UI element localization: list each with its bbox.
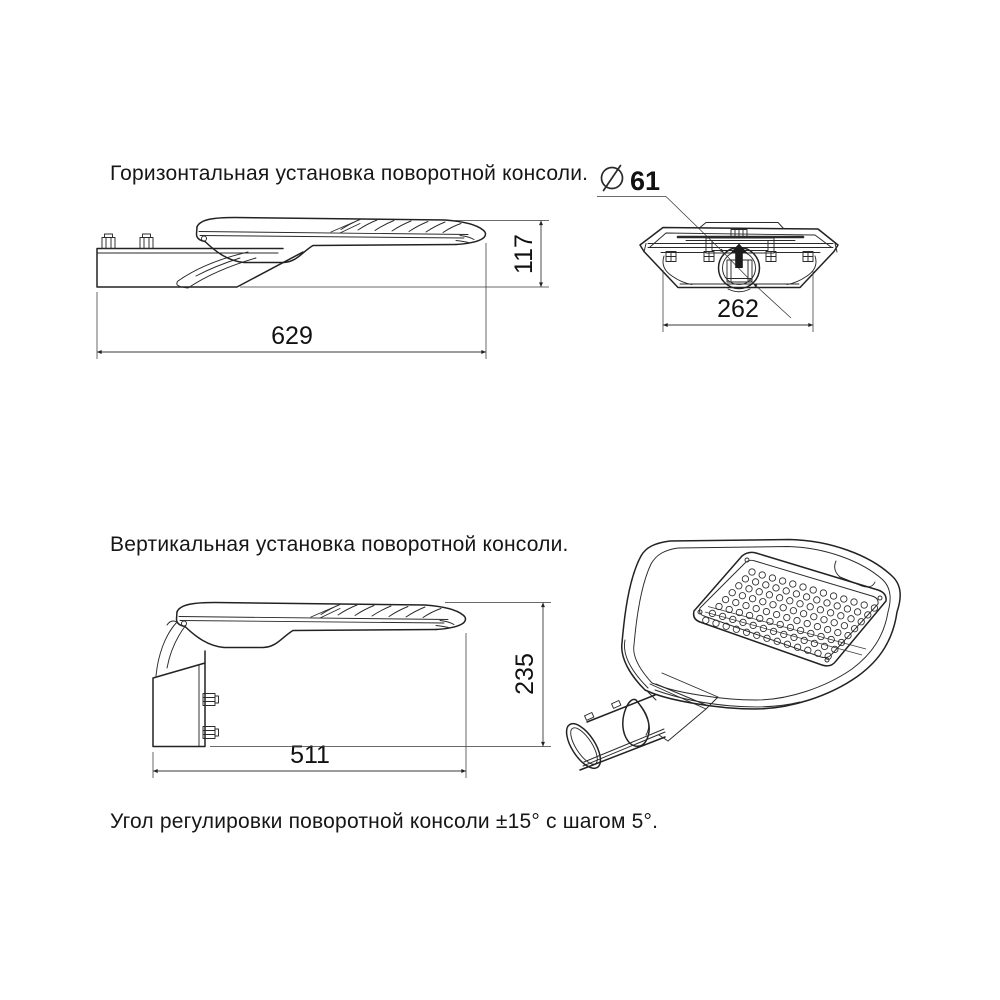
front-view-drawing (593, 148, 923, 343)
height-dimension-value: 117 (510, 234, 538, 274)
dimension-262 (663, 270, 813, 332)
dimension-511 (153, 633, 466, 778)
hinge-arm (156, 621, 186, 676)
perspective-view-drawing (555, 525, 925, 795)
horizontal-section-title: Горизонтальная установка поворотной консоли. (110, 162, 589, 185)
console-bolt (140, 234, 153, 249)
length-dimension-value: 511 (290, 741, 330, 769)
luminaire-3d-body (622, 540, 900, 710)
adjustment-angle-note: Угол регулировки поворотной консоли ±15° с шагом 5°. (110, 810, 659, 833)
console-bolt (102, 234, 115, 249)
mounting-arm-3d (560, 673, 718, 774)
width-dimension-value: 262 (717, 295, 759, 323)
horizontal-side-view-drawing (88, 193, 563, 368)
clamp-screw (666, 252, 676, 262)
length-dimension-value: 629 (271, 322, 313, 350)
vertical-side-view-drawing (128, 583, 560, 793)
luminaire-head (177, 603, 466, 648)
mounting-console-vertical (153, 621, 219, 747)
vertical-section-title: Вертикальная установка поворотной консоли. (110, 533, 569, 556)
diameter-callout (597, 166, 791, 319)
mount-diameter-value: 61 (630, 166, 661, 196)
diameter-icon (602, 166, 623, 191)
luminaire-head (197, 218, 486, 263)
led-panel (694, 552, 887, 665)
dimension-117 (240, 221, 549, 288)
mounting-console-horizontal (97, 234, 303, 288)
dimension-235 (210, 603, 551, 747)
height-dimension-value: 235 (511, 653, 539, 695)
clamp-screw (803, 252, 813, 262)
